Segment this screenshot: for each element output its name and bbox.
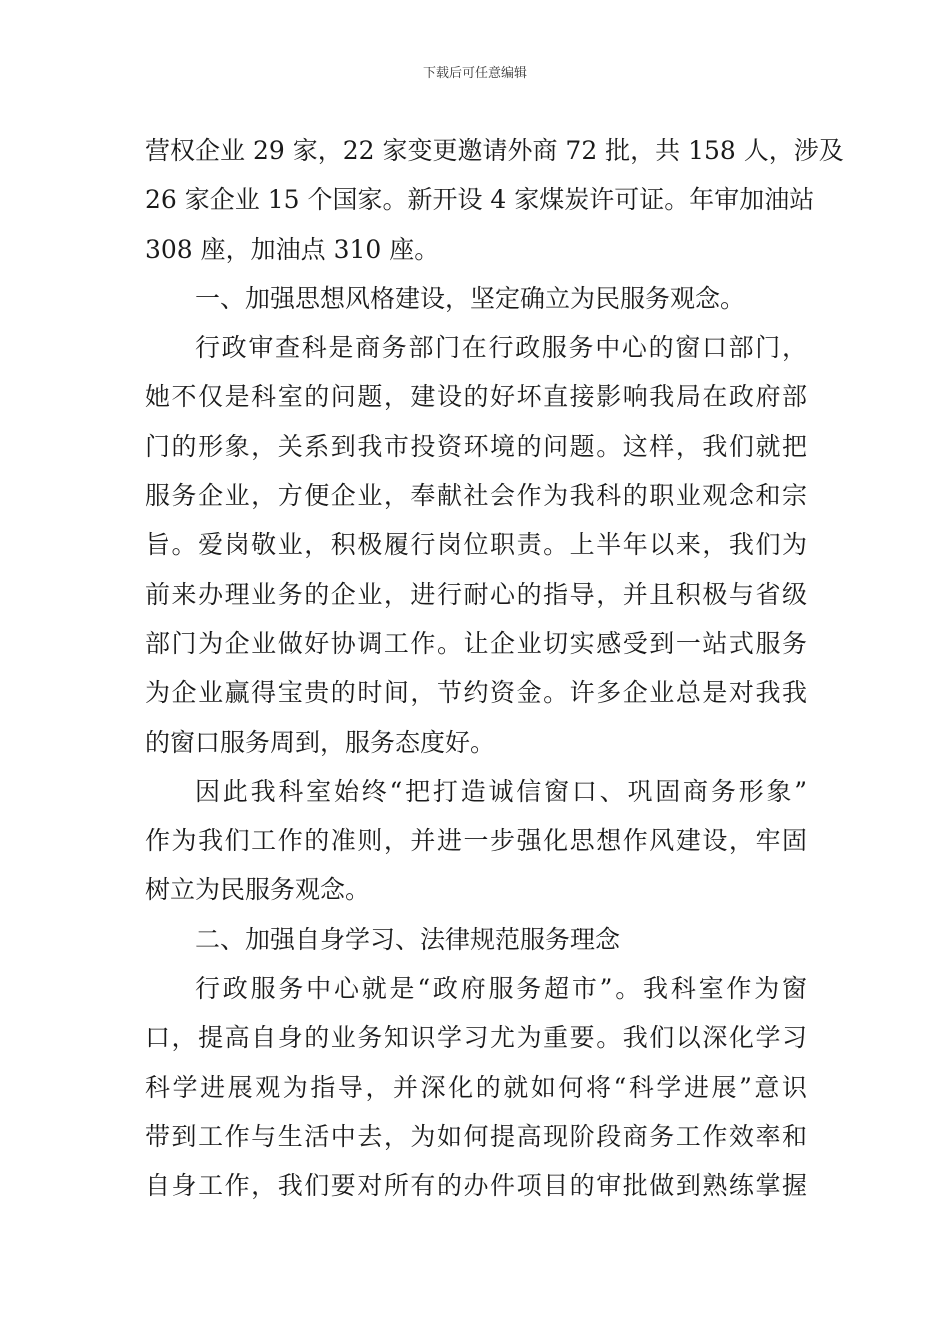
text-line: 为企业赢得宝贵的时间，节约资金。许多企业总是对我我	[145, 678, 807, 708]
text-line: 树立为民服务观念。	[145, 875, 371, 905]
text-line: 前来办理业务的企业，进行耐心的指导，并且积极与省级	[145, 579, 807, 609]
text-line: 服务企业，方便企业，奉献社会作为我科的职业观念和宗	[145, 481, 807, 511]
text-line: 部门为企业做好协调工作。让企业切实感受到一站式服务	[145, 628, 807, 658]
text-line: 科学进展观为指导，并深化的就如何将“科学进展”意识	[145, 1072, 807, 1102]
text-line: 带到工作与生活中去，为如何提高现阶段商务工作效率和	[145, 1121, 807, 1151]
paragraph-first-line: 行政审查科是商务部门在行政服务中心的窗口部门，	[195, 333, 807, 363]
text-line: 旨。爱岗敬业，积极履行岗位职责。上半年以来，我们为	[145, 530, 807, 560]
document-body	[145, 126, 844, 1211]
text-line: 26 家企业 15 个国家。新开设 4 家煤炭许可证。年审加油站	[145, 185, 815, 215]
text-line: 自身工作，我们要对所有的办件项目的审批做到熟练掌握	[145, 1171, 807, 1201]
section-heading: 二、加强自身学习、法律规范服务理念	[195, 924, 621, 954]
paragraph-first-line: 因此我科室始终“把打造诚信窗口、巩固商务形象”	[195, 776, 807, 806]
text-line: 的窗口服务周到，服务态度好。	[145, 727, 496, 757]
paragraph-first-line: 行政服务中心就是“政府服务超市”。我科室作为窗	[195, 974, 807, 1004]
page-header: 下载后可任意编辑	[422, 66, 527, 81]
text-line: 口，提高自身的业务知识学习尤为重要。我们以深化学习	[145, 1023, 807, 1053]
section-heading: 一、加强思想风格建设，坚定确立为民服务观念。	[195, 283, 746, 313]
text-line: 308 座，加油点 310 座。	[145, 234, 440, 264]
text-line: 营权企业 29 家，22 家变更邀请外商 72 批，共 158 人，涉及	[145, 136, 844, 165]
text-line: 作为我们工作的准则，并进一步强化思想作风建设，牢固	[145, 826, 807, 856]
text-line: 她不仅是科室的问题，建设的好坏直接影响我局在政府部	[145, 382, 807, 412]
text-line: 门的形象，关系到我市投资环境的问题。这样，我们就把	[145, 431, 807, 461]
